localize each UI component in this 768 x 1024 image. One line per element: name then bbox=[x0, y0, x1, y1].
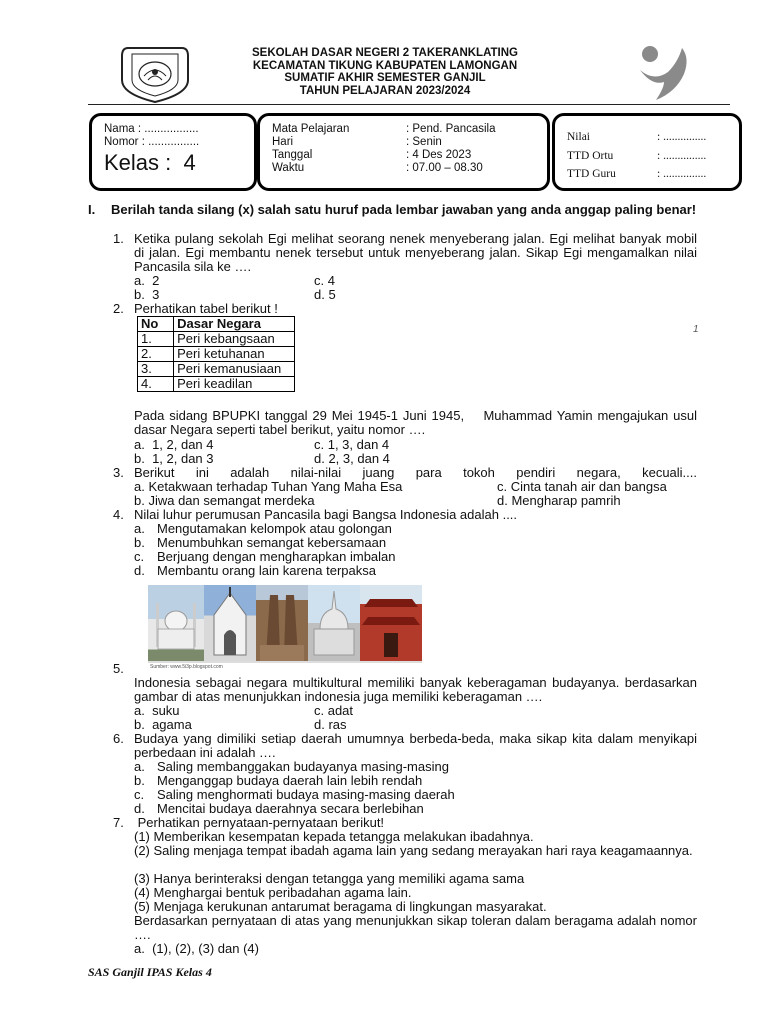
q7-item-3: (3) Hanya berinteraksi dengan tetangga yang memiliki agama sama bbox=[134, 871, 525, 886]
table-header-no: No bbox=[138, 317, 174, 332]
table-cell-no: 4. bbox=[138, 377, 174, 392]
q4-option-b-letter: b. bbox=[134, 535, 145, 550]
table-cell-no: 1. bbox=[138, 332, 174, 347]
q7-item-1: (1) Memberikan kesempatan kepada tetangga melakukan ibadahnya. bbox=[134, 829, 534, 844]
table-cell-dasar: Peri kebangsaan bbox=[174, 332, 295, 347]
q1-number: 1. bbox=[113, 231, 124, 246]
q6-option-c-letter: c. bbox=[134, 787, 145, 802]
header-line-1: SEKOLAH DASAR NEGERI 2 TAKERANKLATING bbox=[252, 47, 518, 59]
q7-text: Perhatikan pernyataan-pernyataan berikut! bbox=[134, 815, 385, 830]
q1-option-c: c. 4 bbox=[314, 273, 335, 288]
tanggal-label: Tanggal bbox=[272, 149, 313, 161]
q5-option-c: c. adat bbox=[314, 703, 354, 718]
table-header-row bbox=[138, 317, 295, 332]
hari-value: : Senin bbox=[406, 136, 442, 148]
q6-number: 6. bbox=[113, 731, 124, 746]
q4-option-a-letter: a. bbox=[134, 521, 145, 536]
q2-text-2: Pada sidang BPUPKI tanggal 29 Mei 1945-1 Juni 1945, Muhammad Yamin mengajukan usul dasar Negara seperti tabel berikut, yaitu nomor …. bbox=[134, 408, 701, 438]
tut-wuri-logo bbox=[634, 42, 692, 104]
q2-option-d: d. 2, 3, dan 4 bbox=[314, 451, 390, 466]
q3-option-d: d. Mengharap pamrih bbox=[497, 493, 621, 508]
header-line-2: KECAMATAN TIKUNG KABUPATEN LAMONGAN bbox=[252, 59, 518, 72]
q4-text: Nilai luhur perumusan Pancasila bagi Bangsa Indonesia adalah .... bbox=[134, 507, 518, 522]
q6-option-d-letter: d. bbox=[134, 801, 145, 816]
mapel-value: : Pend. Pancasila bbox=[406, 123, 496, 135]
vihara-photo bbox=[308, 585, 360, 661]
temple-photo bbox=[256, 585, 308, 661]
ttd-ortu-value: : ............... bbox=[657, 150, 707, 162]
q4-option-a: Mengutamakan kelompok atau golongan bbox=[157, 521, 392, 536]
ttd-guru-label: TTD Guru bbox=[567, 168, 616, 180]
q3-option-c: c. Cinta tanah air dan bangsa bbox=[497, 479, 667, 494]
q2-text: Perhatikan tabel berikut ! bbox=[134, 301, 278, 316]
waktu-label: Waktu bbox=[272, 162, 305, 174]
hari-label: Hari bbox=[272, 136, 294, 148]
subject-info-box bbox=[257, 113, 550, 191]
q4-option-c: Berjuang dengan mengharapkan imbalan bbox=[157, 549, 396, 564]
table-cell-no: 3. bbox=[138, 362, 174, 377]
mosque-photo bbox=[148, 585, 204, 661]
header-line-4: TAHUN PELAJARAN 2023/2024 bbox=[299, 84, 471, 97]
nama-field: Nama : ................. bbox=[104, 123, 199, 135]
student-info-box bbox=[89, 113, 257, 191]
table-row bbox=[138, 332, 295, 347]
q1-option-b: b. 3 bbox=[134, 287, 160, 302]
table-row bbox=[138, 347, 295, 362]
q4-option-c-letter: c. bbox=[134, 549, 145, 564]
q7-item-2: (2) Saling menjaga tempat ibadah agama lain yang sedang merayakan hari raya keagamaannya. bbox=[134, 843, 693, 858]
table-header-dasar: Dasar Negara bbox=[174, 317, 295, 332]
q7-number: 7. bbox=[113, 815, 124, 830]
q5-option-b: b. agama bbox=[134, 717, 192, 732]
q4-number: 4. bbox=[113, 507, 124, 522]
table-cell-dasar: Peri keadilan bbox=[174, 377, 295, 392]
ttd-guru-value: : ............... bbox=[657, 168, 707, 180]
q1-option-d: d. 5 bbox=[314, 287, 336, 302]
q5-number: 5. bbox=[113, 661, 124, 676]
q6-option-a: Saling membanggakan budayanya masing-masing bbox=[157, 759, 449, 774]
table-cell-no: 2. bbox=[138, 347, 174, 362]
waktu-value: : 07.00 – 08.30 bbox=[406, 162, 483, 174]
q6-option-c: Saling menghormati budaya masing-masing daerah bbox=[157, 787, 455, 802]
q2-option-a: a. 1, 2, dan 4 bbox=[134, 437, 214, 452]
q5-option-a: a. suku bbox=[134, 703, 180, 718]
q3-option-a: a. Ketakwaan terhadap Tuhan Yang Maha Esa bbox=[134, 479, 403, 494]
q7-option-a: a. (1), (2), (3) dan (4) bbox=[134, 941, 259, 956]
table-cell-dasar: Peri ketuhanan bbox=[174, 347, 295, 362]
q6-option-b-letter: b. bbox=[134, 773, 145, 788]
nilai-value: : ............... bbox=[657, 131, 707, 143]
nomor-field: Nomor : ................ bbox=[104, 136, 200, 148]
kelas-field: Kelas : 4 bbox=[104, 150, 196, 175]
q4-option-d: Membantu orang lain karena terpaksa bbox=[157, 563, 376, 578]
mapel-label: Mata Pelajaran bbox=[272, 123, 350, 135]
church-photo bbox=[204, 585, 256, 661]
q2-option-c: c. 1, 3, dan 4 bbox=[314, 437, 390, 452]
klenteng-photo bbox=[360, 585, 422, 661]
q3-text: Berikut ini adalah nilai-nilai juang para tokoh pendiri negara, kecuali.... bbox=[134, 465, 697, 480]
footer-label: SAS Ganjil IPAS Kelas 4 bbox=[88, 965, 212, 979]
section-number: I. bbox=[88, 202, 96, 217]
q7-item-4: (4) Menghargai bentuk peribadahan agama lain. bbox=[134, 885, 412, 900]
dasar-negara-table bbox=[137, 316, 295, 392]
q3-option-b: b. Jiwa dan semangat merdeka bbox=[134, 493, 315, 508]
q6-text: Budaya yang dimiliki setiap daerah umumnya berbeda-beda, maka sikap kita dalam menyikapi perbedaan ini adalah …. bbox=[134, 731, 697, 761]
q4-option-d-letter: d. bbox=[134, 563, 145, 578]
houses-of-worship-image bbox=[148, 585, 422, 663]
q5-option-d: d. ras bbox=[314, 717, 347, 732]
q2-option-b: b. 1, 2, dan 3 bbox=[134, 451, 214, 466]
q2-number: 2. bbox=[113, 301, 124, 316]
nilai-label: Nilai bbox=[567, 131, 590, 143]
q5-text: Indonesia sebagai negara multikultural memiliki banyak keberagaman budayanya. berdasarkan gambar di atas menunjukkan indonesia juga memiliki keberagaman …. bbox=[134, 675, 697, 705]
q1-text: Ketika pulang sekolah Egi melihat seorang nenek menyeberang jalan. Egi melihat banyak mobil di jalan. Egi membantu nenek tersebut untuk menyeberang jalan. Sikap Egi mengamalkan nilai Pancasila sila ke …. bbox=[134, 231, 697, 275]
image-caption: Sumber: www.5i3p.blogspot.com bbox=[150, 664, 223, 670]
q3-number: 3. bbox=[113, 465, 124, 480]
q6-option-d: Mencitai budaya daerahnya secara berlebihan bbox=[157, 801, 424, 816]
page-marker: 1 bbox=[693, 324, 699, 335]
section-instruction: Berilah tanda silang (x) salah satu huruf pada lembar jawaban yang anda anggap paling benar! bbox=[111, 202, 697, 217]
q6-option-a-letter: a. bbox=[134, 759, 145, 774]
school-header bbox=[180, 47, 590, 97]
tanggal-value: : 4 Des 2023 bbox=[406, 149, 472, 161]
q4-option-b: Menumbuhkan semangat kebersamaan bbox=[157, 535, 387, 550]
table-row bbox=[138, 362, 295, 377]
q7-item-5: (5) Menjaga kerukunan antarumat beragama di lingkungan masyarakat. bbox=[134, 899, 547, 914]
table-row bbox=[138, 377, 295, 392]
q6-option-b: Menganggap budaya daerah lain lebih rendah bbox=[157, 773, 423, 788]
table-cell-dasar: Peri kemanusiaan bbox=[174, 362, 295, 377]
ttd-ortu-label: TTD Ortu bbox=[567, 150, 614, 162]
q7-text-2: Berdasarkan pernyataan di atas yang menunjukkan sikap toleran dalam beragama adalah nomor …. bbox=[134, 913, 697, 943]
q1-option-a: a. 2 bbox=[134, 273, 160, 288]
grade-box bbox=[552, 113, 742, 191]
header-line-3: SUMATIF AKHIR SEMESTER GANJIL bbox=[284, 72, 486, 84]
header-divider bbox=[88, 104, 730, 105]
